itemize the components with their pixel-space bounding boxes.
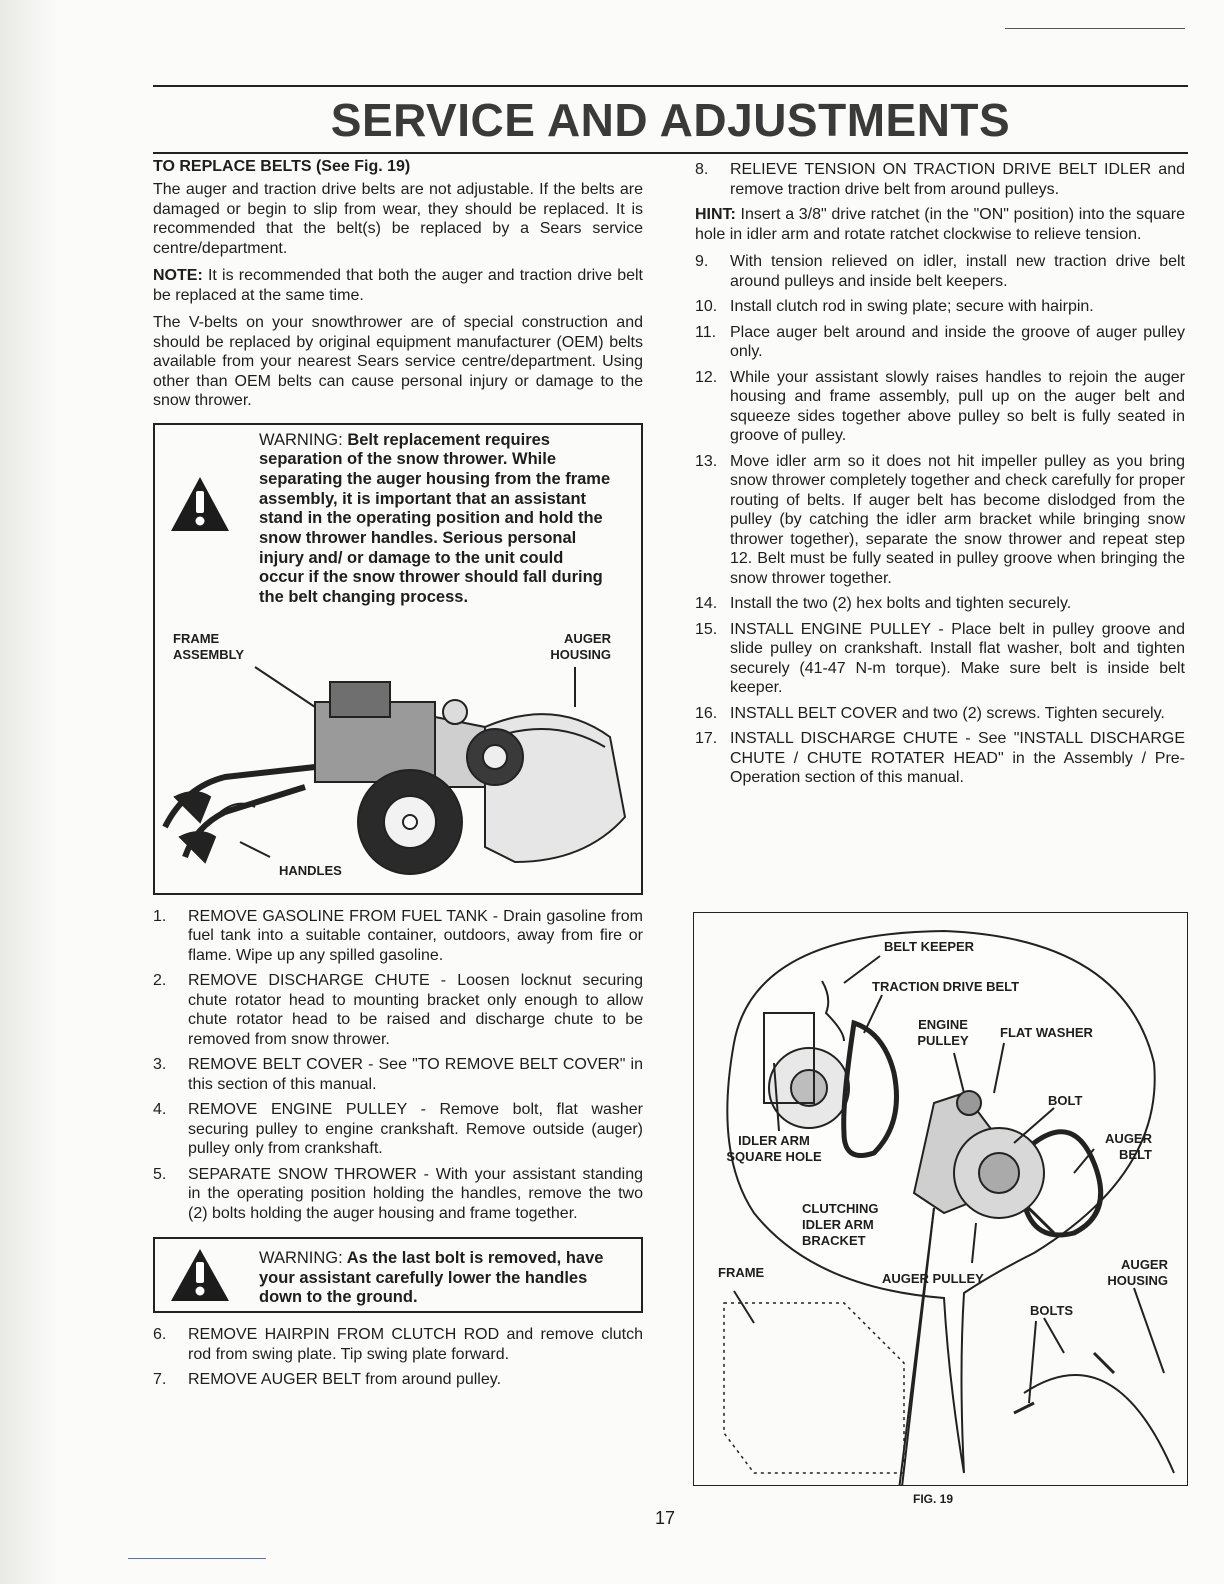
title-rule-bottom [153, 152, 1188, 154]
label-traction-drive-belt: TRACTION DRIVE BELT [872, 979, 1020, 994]
warning-triangle-icon [169, 1247, 231, 1303]
step-14: 14. Install the two (2) hex bolts and tighten securely. [695, 595, 1072, 612]
step-5: 5. SEPARATE SNOW THROWER - With your assistant standing in the operating position holding the handles, remove the two (2) bolts holding the auger housing and frame together. [153, 1165, 644, 1222]
intro-paragraph: The auger and traction drive belts are not adjustable. If the belts are damaged or begin to slip from wear, they should be replaced. It is recommended that the belt(s) be replaced by a Sears service centre/department. [153, 181, 643, 257]
note-label: NOTE: [153, 267, 203, 284]
figure-caption: FIG. 19 [913, 1492, 954, 1506]
note-paragraph [153, 266, 643, 305]
vbelt-paragraph: The V-belts on your snowthrower are of special construction and should be replaced by original equipment manufacturer (OEM) belts available from your nearest Sears service centre/department. Using other than OEM belts can cause personal injury or damage to the snow thrower. [153, 314, 643, 409]
hint-paragraph [695, 205, 1185, 244]
step-1: 1. REMOVE GASOLINE FROM FUEL TANK - Drain gasoline from fuel tank into a suitable container, outdoors, away from fire or flame. Wipe up any spilled gasoline. [153, 907, 643, 964]
hint-text: Insert a 3/8" drive ratchet (in the "ON" position) into the square hole in idler arm and rotate ratchet clockwise to relieve tension. [695, 206, 1185, 243]
step-6: 6. REMOVE HAIRPIN FROM CLUTCH ROD and remove clutch rod from swing plate. Tip swing plate forward. [153, 1326, 643, 1363]
right-column [695, 160, 1185, 794]
title-rule-top [153, 85, 1188, 87]
step-15: 15. INSTALL ENGINE PULLEY - Place belt in pulley groove and slide pulley on crankshaft. Install flat washer, bolt and tighten securely (41-47 N-m torque). Make sure belt is inside belt keeper. [695, 620, 1185, 696]
snow-thrower-illustration [155, 647, 641, 887]
warning-label: WARNING: [259, 1249, 343, 1267]
label-bolt: BOLT [1048, 1093, 1083, 1108]
label-frame: FRAME [718, 1265, 765, 1280]
warning-triangle-icon [169, 475, 231, 533]
warning-body: Belt replacement requires separation of the snow thrower. While separating the auger housing from the frame assembly, it is important that an assistant stand in the operating position and hold the snow thrower handles. Serious personal injury and/ or damage to the unit could occur if the snow thrower should fall during the belt changing process. [259, 430, 611, 607]
label-engine-pulley: ENGINE PULLEY [917, 1017, 969, 1048]
warning-label: WARNING: [259, 430, 343, 449]
steps-list-9-17 [695, 252, 1185, 788]
figure-19-box [693, 912, 1188, 1486]
warning-box-last-bolt [153, 1237, 643, 1313]
label-auger-housing: AUGER HOUSING [1107, 1257, 1168, 1288]
step-16: 16. INSTALL BELT COVER and two (2) screws. Tighten securely. [695, 704, 1165, 722]
label-auger-housing: AUGER HOUSING [550, 630, 611, 662]
note-text: It is recommended that both the auger and traction drive belt be replaced at the same time. [153, 267, 643, 304]
label-flat-washer: FLAT WASHER [1000, 1025, 1093, 1040]
belt-routing-illustration [694, 913, 1187, 1485]
section-heading: TO REPLACE BELTS (See Fig. 19) [153, 158, 411, 175]
left-column [153, 158, 643, 1396]
label-handles: HANDLES [279, 862, 342, 878]
label-belt-keeper: BELT KEEPER [884, 939, 975, 954]
warning-box-belt-replacement [153, 423, 643, 895]
hint-label: HINT: [695, 206, 736, 223]
warning-text [259, 431, 611, 608]
page-title: SERVICE AND ADJUSTMENTS [330, 94, 1011, 146]
step-10: 10. Install clutch rod in swing plate; secure with hairpin. [695, 298, 1094, 315]
label-auger-pulley: AUGER PULLEY [882, 1271, 984, 1286]
step-3: 3. REMOVE BELT COVER - See "TO REMOVE BELT COVER" in this section of this manual. [153, 1056, 644, 1093]
step-13: 13. Move idler arm so it does not hit impeller pulley as you bring snow thrower completely together and check carefully for proper routing of belts. If auger belt has become dislodged from the pulley (by catching the idler arm bracket while bringing snow thrower together), separate the snow thrower and repeat step 12. Belt must be fully seated in pulley groove when bringing the snow thrower together. [695, 452, 1185, 587]
step-11: 11. Place auger belt around and inside the groove of auger pulley only. [695, 323, 1185, 360]
page-number: 17 [655, 1508, 676, 1528]
step-4: 4. REMOVE ENGINE PULLEY - Remove bolt, flat washer securing pulley to engine crankshaft. Remove outside (auger) pulley only from crankshaft. [153, 1101, 644, 1157]
label-auger-belt: AUGER BELT [1105, 1131, 1152, 1162]
steps-list-6-7 [153, 1325, 643, 1390]
label-frame-assembly: FRAME ASSEMBLY [173, 630, 245, 662]
step-12: 12. While your assistant slowly raises handles to rejoin the auger housing and frame assembly, pull up on the auger belt and squeeze sides together above pulley so belt is fully seated in groove of pulley. [695, 368, 1185, 444]
warning-body: As the last bolt is removed, have your assistant carefully lower the handles down to the ground. [259, 1249, 604, 1307]
label-idler-arm-square-hole: IDLER ARM SQUARE HOLE [726, 1133, 822, 1164]
steps-list-1-5 [153, 907, 643, 1224]
step-8-list [695, 160, 1185, 199]
step-8: 8. RELIEVE TENSION ON TRACTION DRIVE BELT IDLER and remove traction drive belt from around pulleys. [695, 161, 1186, 198]
step-17: 17. INSTALL DISCHARGE CHUTE - See "INSTALL DISCHARGE CHUTE / CHUTE ROTATER HEAD" in the Assembly / Pre-Operation section of this manual. [695, 730, 1185, 786]
label-clutching-idler-arm-bracket: CLUTCHING IDLER ARM BRACKET [802, 1201, 879, 1248]
scan-edge-shade [0, 0, 58, 1584]
warning-text [259, 1249, 611, 1308]
bottom-rule [128, 1558, 266, 1559]
label-bolts: BOLTS [1030, 1303, 1074, 1318]
step-2: 2. REMOVE DISCHARGE CHUTE - Loosen locknut securing chute rotator head to mounting bracket only enough to allow chute rotator head to be raised and discharge chute to be removed from snow thrower. [153, 972, 643, 1048]
top-rule [1005, 28, 1185, 29]
step-9: 9. With tension relieved on idler, install new traction drive belt around pulleys and inside belt keepers. [695, 253, 1185, 290]
step-7: 7. REMOVE AUGER BELT from around pulley. [153, 1371, 502, 1388]
